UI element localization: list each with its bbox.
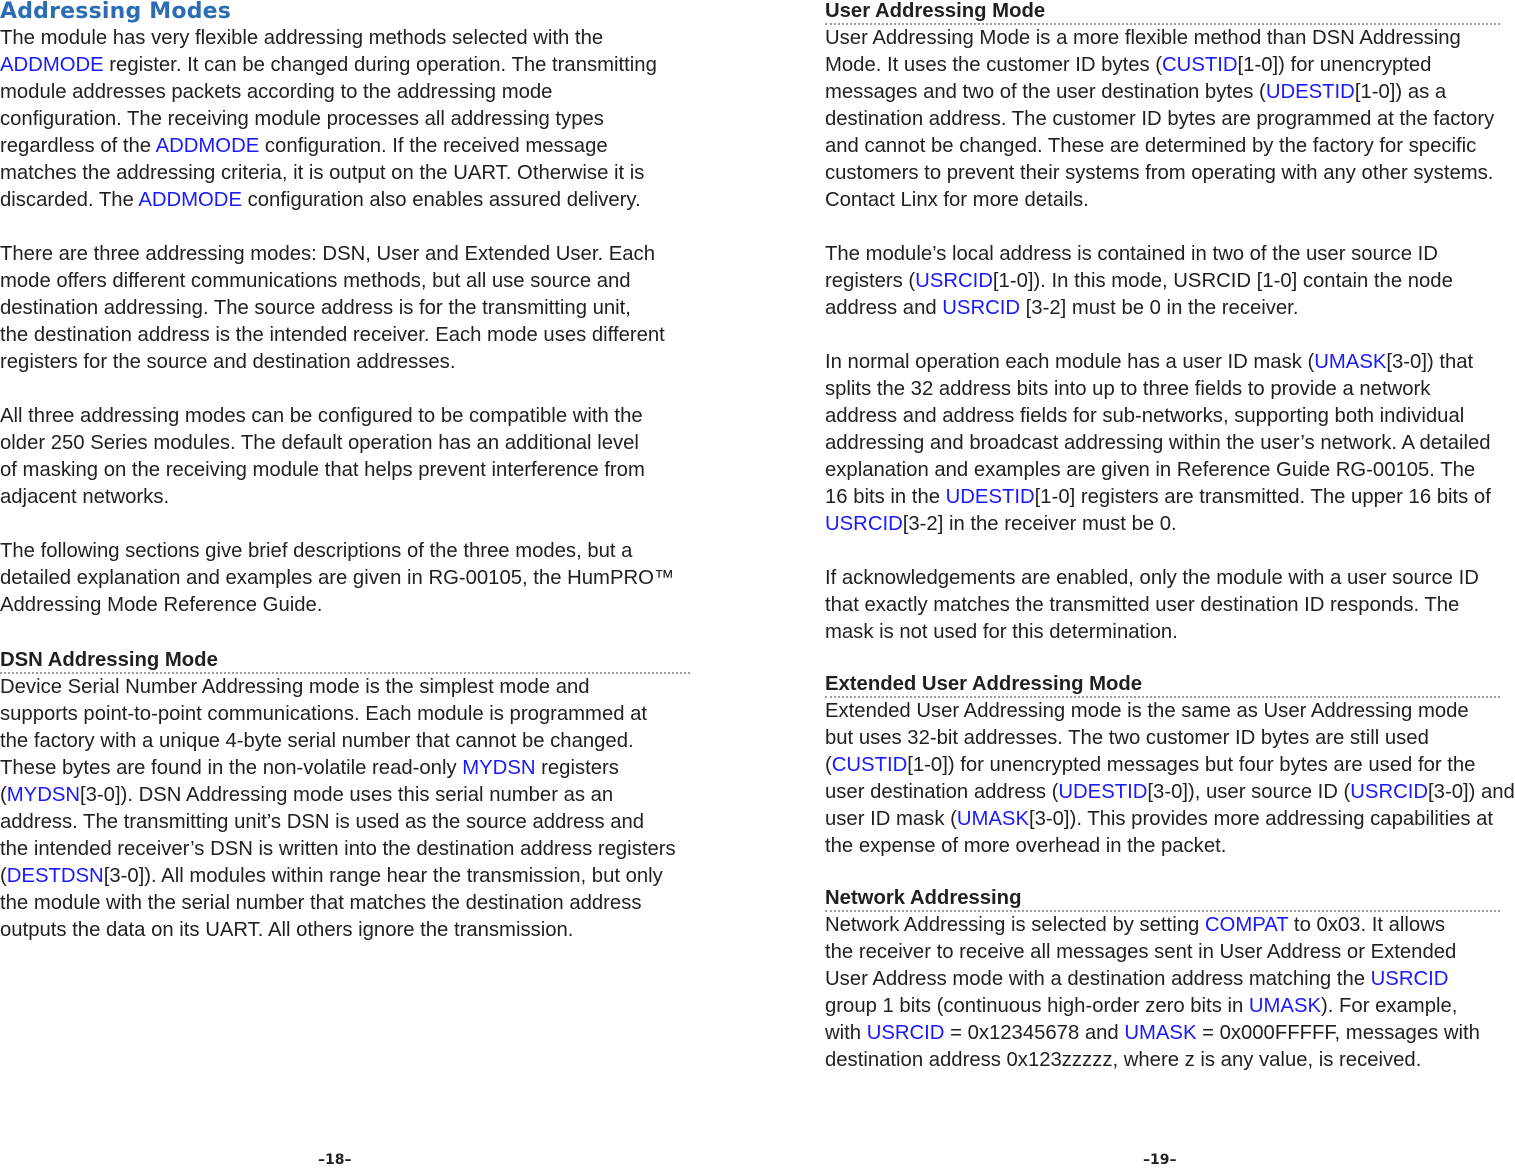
text-line: (DESTDSN[3-0]). All modules within range hear the transmission, but only [0, 865, 663, 887]
register-name: MYDSN [462, 757, 536, 779]
register-name: ADDMODE [138, 189, 242, 211]
text-line: that exactly matches the transmitted user destination ID responds. The [825, 594, 1460, 616]
text-line: The following sections give brief descriptions of the three modes, but a [0, 540, 633, 562]
text-line: Device Serial Number Addressing mode is the simplest mode and [0, 676, 590, 698]
text-line: destination address 0x123zzzzz, where z is any value, is received. [825, 1049, 1422, 1071]
text-line: User Address mode with a destination address matching the USRCID [825, 968, 1449, 990]
text-line: configuration. The receiving module processes all addressing types [0, 108, 604, 130]
text-line: destination address. The customer ID bytes are programmed at the factory [825, 108, 1495, 130]
register-name: MYDSN [6, 784, 81, 806]
text-line: address and USRCID [3-2] must be 0 in the receiver. [825, 297, 1299, 319]
text-line: explanation and examples are given in Reference Guide RG-00105. The [825, 459, 1476, 481]
text-line: and cannot be changed. These are determined by the factory for specific [825, 135, 1477, 157]
text-line: These bytes are found in the non-volatile read-only MYDSN registers [0, 757, 619, 779]
section-heading-network: Network Addressing [825, 887, 1500, 912]
register-name: USRCID [1350, 781, 1429, 803]
text-line: adjacent networks. [0, 486, 170, 508]
text-line: There are three addressing modes: DSN, User and Extended User. Each [0, 243, 655, 265]
text-line: of masking on the receiving module that helps prevent interference from [0, 459, 645, 481]
register-name: ADDMODE [0, 54, 104, 76]
register-name: UMASK [956, 808, 1029, 830]
text-line: Addressing Mode Reference Guide. [0, 594, 323, 616]
text-line: The module’s local address is contained in two of the user source ID [825, 243, 1438, 265]
text-line: User Addressing Mode is a more flexible method than DSN Addressing [825, 27, 1461, 49]
paragraph [825, 698, 1515, 860]
text-line: Contact Linx for more details. [825, 189, 1089, 211]
register-name: USRCID [1370, 968, 1449, 990]
section-heading-extended-user: Extended User Addressing Mode [825, 673, 1500, 698]
text-line: the module with the serial number that matches the destination address [0, 892, 642, 914]
paragraph [0, 538, 690, 619]
register-name: DESTDSN [6, 865, 104, 887]
section-heading-dsn: DSN Addressing Mode [0, 649, 690, 674]
register-name: USRCID [915, 270, 993, 292]
text-line: outputs the data on its UART. All others ignore the transmission. [0, 919, 574, 941]
text-line: ADDMODE register. It can be changed during operation. The transmitting [0, 54, 657, 76]
text-line: matches the addressing criteria, it is output on the UART. Otherwise it is [0, 162, 645, 184]
text-line: the intended receiver’s DSN is written into the destination address registers [0, 838, 676, 860]
paragraph [0, 241, 690, 376]
text-line: user destination address (UDESTID[3-0]), user source ID (USRCID[3-0]) and [825, 781, 1515, 803]
paragraph [0, 674, 690, 944]
text-line: regardless of the ADDMODE configuration. If the received message [0, 135, 608, 157]
text-line: USRCID[3-2] in the receiver must be 0. [825, 513, 1177, 535]
left-page [0, 0, 690, 944]
paragraph [0, 403, 690, 511]
text-line: customers to prevent their systems from operating with any other systems. [825, 162, 1494, 184]
register-name: ADDMODE [155, 135, 260, 157]
section-heading-user: User Addressing Mode [825, 0, 1500, 25]
text-line: Extended User Addressing mode is the same as User Addressing mode [825, 700, 1469, 722]
text-line: messages and two of the user destination bytes (UDESTID[1-0]) as a [825, 81, 1447, 103]
text-line: user ID mask (UMASK[3-0]). This provides more addressing capabilities at [825, 808, 1494, 830]
paragraph [825, 349, 1500, 538]
register-name: USRCID [825, 513, 903, 535]
text-line: address. The transmitting unit’s DSN is used as the source address and [0, 811, 645, 833]
register-name: CUSTID [1162, 54, 1238, 76]
text-line: Network Addressing is selected by setting COMPAT to 0x03. It allows [825, 914, 1445, 936]
text-line: 16 bits in the UDESTID[1-0] registers are transmitted. The upper 16 bits of [825, 486, 1491, 508]
text-line: mode offers different communications methods, but all use source and [0, 270, 631, 292]
text-line: In normal operation each module has a user ID mask (UMASK[3-0]) that [825, 351, 1474, 373]
register-name: UDESTID [1058, 781, 1148, 803]
text-line: group 1 bits (continuous high-order zero bits in UMASK). For example, [825, 995, 1458, 1017]
text-line: address and address fields for sub-networks, supporting both individual [825, 405, 1465, 427]
register-name: UDESTID [945, 486, 1035, 508]
text-line: with USRCID = 0x12345678 and UMASK = 0x000FFFFF, messages with [825, 1022, 1480, 1044]
paragraph [825, 25, 1500, 214]
paragraph [825, 912, 1500, 1074]
register-name: COMPAT [1204, 914, 1289, 936]
text-line: (CUSTID[1-0]) for unencrypted messages but four bytes are used for the [825, 754, 1476, 776]
paragraph [0, 25, 690, 214]
text-line: detailed explanation and examples are given in RG-00105, the HumPRO™ [0, 567, 675, 589]
text-line: registers for the source and destination addresses. [0, 351, 456, 373]
text-line: supports point-to-point communications. Each module is programmed at [0, 703, 648, 725]
register-name: UMASK [1248, 995, 1322, 1017]
text-line: older 250 Series modules. The default operation has an additional level [0, 432, 639, 454]
right-page [825, 0, 1515, 1074]
text-line: If acknowledgements are enabled, only the module with a user source ID [825, 567, 1479, 589]
text-line: mask is not used for this determination. [825, 621, 1178, 643]
paragraph [825, 565, 1500, 646]
text-line: addressing and broadcast addressing within the user’s network. A detailed [825, 432, 1491, 454]
register-name: CUSTID [831, 754, 908, 776]
text-line: but uses 32-bit addresses. The two customer ID bytes are still used [825, 727, 1429, 749]
text-line: the destination address is the intended receiver. Each mode uses different [0, 324, 665, 346]
register-name: UMASK [1124, 1022, 1197, 1044]
text-line: registers (USRCID[1-0]). In this mode, USRCID [1-0] contain the node [825, 270, 1453, 292]
text-line: the expense of more overhead in the packet. [825, 835, 1227, 857]
text-line: All three addressing modes can be configured to be compatible with the [0, 405, 643, 427]
page-number-right: –19– [1143, 1152, 1177, 1168]
paragraph [825, 241, 1500, 322]
register-name: USRCID [866, 1022, 945, 1044]
text-line: Mode. It uses the customer ID bytes (CUSTID[1-0]) for unencrypted [825, 54, 1432, 76]
page-number-left: –18– [318, 1152, 352, 1168]
text-line: (MYDSN[3-0]). DSN Addressing mode uses this serial number as an [0, 784, 614, 806]
text-line: the factory with a unique 4-byte serial number that cannot be changed. [0, 730, 634, 752]
register-name: UDESTID [1265, 81, 1355, 103]
text-line: the receiver to receive all messages sent in User Address or Extended [825, 941, 1457, 963]
text-line: destination addressing. The source address is for the transmitting unit, [0, 297, 631, 319]
register-name: USRCID [942, 297, 1021, 319]
register-name: UMASK [1314, 351, 1387, 373]
text-line: splits the 32 address bits into up to three fields to provide a network [825, 378, 1431, 400]
page-title: Addressing Modes [0, 0, 232, 24]
text-line: module addresses packets according to the addressing mode [0, 81, 553, 103]
text-line: discarded. The ADDMODE configuration also enables assured delivery. [0, 189, 641, 211]
text-line: The module has very flexible addressing methods selected with the [0, 27, 604, 49]
